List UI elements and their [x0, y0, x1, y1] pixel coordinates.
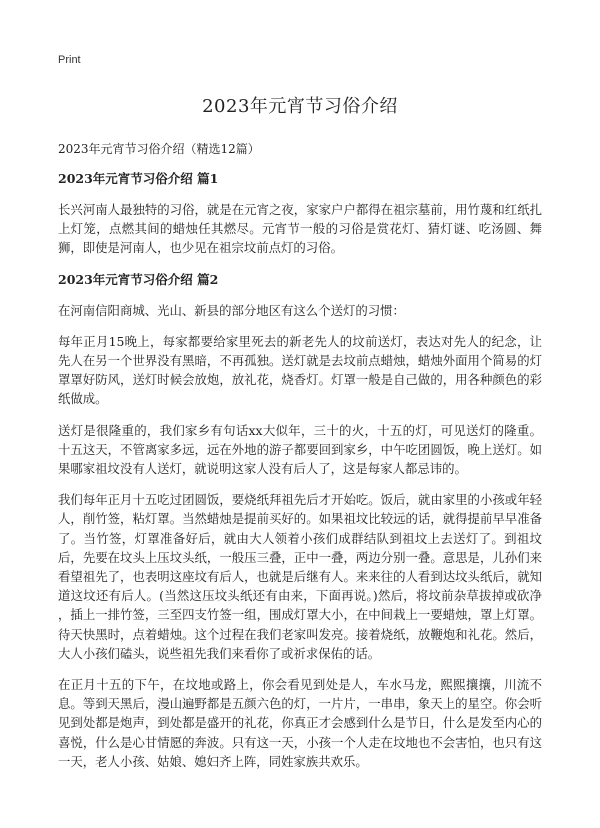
paragraph: 长兴河南人最独特的习俗，就是在元宵之夜，家家户户都得在祖宗墓前，用竹蔑和红纸扎上灯笼，点燃其间的蜡烛任其燃尽。元宵节一般的习俗是赏花灯、猜灯谜、吃汤圆、舞狮，即使是河南人，也少见在祖宗坟前点灯的习俗。 — [58, 202, 542, 256]
document-title: 2023年元宵节习俗介绍 — [202, 96, 398, 117]
paragraph: 在河南信阳商城、光山、新县的部分地区有这么个送灯的习惯： — [58, 302, 405, 318]
section-heading-2: 2023年元宵节习俗介绍 篇2 — [58, 271, 219, 287]
paragraph: 每年正月15晚上，每家都要给家里死去的新老先人的坟前送灯，表达对先人的纪念，让先人在另一个世界没有黑暗，不再孤独。送灯就是去坟前点蜡烛，蜡烛外面用个简易的灯罩罩好防风，送灯时候会放炮，放礼花，烧香灯。灯罩一般是自己做的，用各种颜色的彩纸做成。 — [58, 333, 542, 407]
print-link[interactable]: Print — [58, 54, 81, 66]
document-subtitle: 2023年元宵节习俗介绍（精选12篇） — [58, 142, 260, 156]
section-heading-1: 2023年元宵节习俗介绍 篇1 — [58, 171, 219, 186]
paragraph: 送灯是很隆重的，我们家乡有句话xx大似年，三十的火，十五的灯，可见送灯的隆重。十五这天，不管离家多远，远在外地的游子都要回到家乡，中午吃团圆饭，晚上送灯。如果哪家祖坟没有人送灯，就说明这家人没有后人了，这是每家人都忌讳的。 — [58, 422, 542, 477]
paragraph: 我们每年正月十五吃过团圆饭，要烧纸拜祖先后才开始吃。饭后，就由家里的小孩或年轻人，削竹签，粘灯罩。当然蜡烛是提前买好的。如果祖坟比较远的话，就得提前早早准备了。当竹签，灯罩准备好后，就由大人领着小孩们成群结队到祖坟上去送灯了。到祖坟后，先要在坟头上压坟头纸，一般压三叠，正中一叠，两边分别一叠。意思是，儿孙们来看望祖先了，也表明这座坟有后人，也就是后继有人。来来往的人看到达坟头纸后，就知道这坟还有后人。(当然这压坟头纸还有由来，下面再说。)然后，将坟前杂草拔掉或砍净 ，插上一排竹签，三至四支竹签一组，围成灯罩大小，在中间栽上一要蜡烛，罩上灯罩。待天快黑时，点着蜡烛。这个过程在我们老家叫发亮。接着烧纸，放鞭炮和礼花。然后，大人小孩们磕头，说些祖先我们来看你了或祈求保佑的话。 — [58, 492, 542, 661]
paragraph: 在正月十五的下午，在坟地或路上，你会看见到处是人，车水马龙，熙熙攘攘，川流不息。等到天黑后，漫山遍野都是五颜六色的灯，一片片，一串串，象天上的星空。你会听见到处都是炮声，到处都是盛开的礼花，你真正才会感到什么是节日，什么是发至内心的喜悦，什么是心甘情愿的奔波。只有这一天，小孩一个人走在坟地也不会害怕，也只有这一天，老人小孩、姑娘、媳妇齐上阵，同姓家族共欢乐。 — [58, 677, 542, 769]
